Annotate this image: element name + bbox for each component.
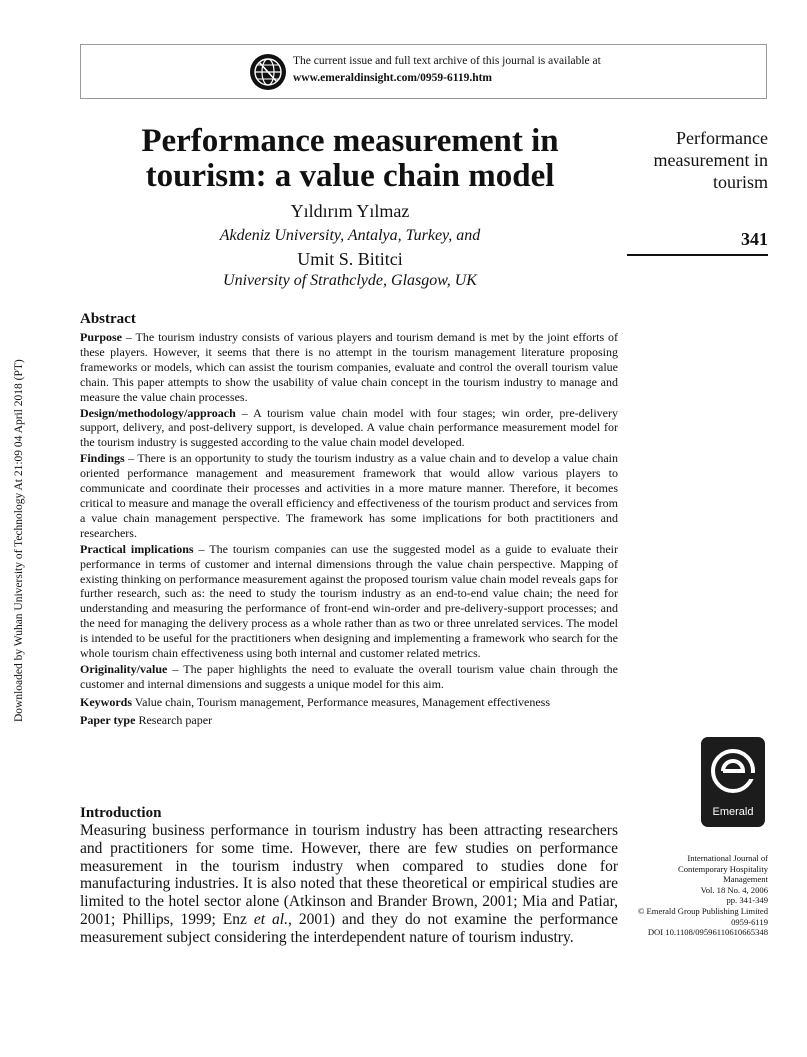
- running-head: [627, 127, 768, 193]
- introduction-paragraph: [80, 822, 618, 947]
- keywords-label: Keywords: [80, 694, 132, 709]
- citation-journal-3: Management: [723, 874, 768, 885]
- abstract-originality: [80, 662, 618, 692]
- abstract-heading: Abstract: [80, 311, 136, 327]
- running-head-rule: [627, 254, 768, 256]
- design-text: – A tourism value chain model with four stages; win order, pre-delivery support, delivery, and post-delivery support, is developed. A value chain performance measurement model for the tourism industry is suggested according to the value chain model developed.: [80, 405, 618, 450]
- intro-text-2: , 2001) and they do not examine the performance measurement subject considering the interdependent nature of tourism industry.: [80, 910, 619, 946]
- abstract-practical: [80, 542, 618, 661]
- intro-text-italic: et al.: [253, 910, 288, 928]
- running-head-line-2: measurement in: [653, 150, 768, 170]
- purpose-label: Purpose: [80, 330, 122, 344]
- emerald-logo: [701, 737, 765, 827]
- abstract-paper-type: [80, 713, 618, 728]
- banner-url-link[interactable]: www.emeraldinsight.com/0959-6119.htm: [293, 72, 493, 84]
- page-number: 341: [741, 229, 768, 249]
- banner-text: The current issue and full text archive of this journal is available at: [293, 55, 601, 67]
- findings-label: Findings: [80, 451, 125, 466]
- abstract-keywords: [80, 695, 618, 710]
- running-head-line-1: Performance: [676, 128, 768, 148]
- design-label: Design/methodology/approach: [80, 405, 236, 420]
- affiliation-1: Akdeniz University, Antalya, Turkey, and: [219, 227, 481, 244]
- citation-journal-1: International Journal of: [687, 853, 768, 863]
- practical-text: – The tourism companies can use the suggested model as a guide to evaluate their performance in terms of customer and internal dimensions through the value chain perspective. Mapping of existing thinking on performance measurement against the proposed tourism value chain model reveals gaps for further research, such as: the need to study the tourism industry as an end-to-end value chain; the need for understanding and measuring the performance of front-end win-order and pre-delivery-support processes; and the need for managing the delivery process as a whole rather than as two or three unrelated services. The model is intended to be useful for the practitioners when designing and implementing a framework who search for the whole tourism chain effectiveness using both internal and customer related metrics.: [80, 541, 618, 661]
- emerald-logo-text: Emerald: [712, 806, 754, 818]
- paper-type-text: Research paper: [135, 712, 213, 727]
- title-line-2: tourism: a value chain model: [145, 158, 555, 194]
- practical-label: Practical implications: [80, 541, 194, 556]
- originality-text: – The paper highlights the need to evaluate the overall tourism value chain through the customer and internal dimensions and suggests a unique model for this aim.: [80, 661, 618, 691]
- author-1: Yıldırım Yılmaz: [290, 201, 410, 221]
- intro-text-1: Measuring business performance in tourism industry has been attracting researchers and practitioners for some time. However, there are few studies on performance measurement in the tourism industry when compared to studies done for manufacturing industries. It is also noted that these theoretical or empirical studies are limited to the hotel sector alone (Atkinson and Brander Brown, 2001; Mia and Patiar, 2001; Phillips, 1999; Enz: [80, 822, 618, 928]
- article-title: [80, 124, 620, 194]
- globe-icon: [249, 53, 287, 91]
- citation-volume: Vol. 18 No. 4, 2006: [700, 884, 768, 895]
- journal-citation: [622, 853, 768, 938]
- abstract-body: [80, 330, 618, 729]
- download-watermark: Downloaded by Wuhan University of Technology At 21:09 04 April 2018 (PT): [13, 359, 25, 722]
- keywords-text: Value chain, Tourism management, Performance measures, Management effectiveness: [132, 694, 551, 709]
- originality-label: Originality/value: [80, 661, 168, 676]
- citation-doi: DOI 10.1108/09596110610665348: [647, 927, 768, 938]
- citation-pages: pp. 341-349: [726, 895, 768, 906]
- citation-copyright: © Emerald Group Publishing Limited: [637, 905, 768, 916]
- abstract-purpose: [80, 330, 618, 405]
- author-2: Umit S. Bititci: [297, 249, 403, 269]
- findings-text: – There is an opportunity to study the tourism industry as a value chain and to develop a value chain oriented performance management and measurement framework that would allow various players to communicate and coordinate their processes and activities in a more mature manner. Therefore, it becomes critical to measure and manage the overall efficiency and effectiveness of the tourism product and services from a value chain management perspective. The framework has some implications for both practitioners and researchers.: [80, 451, 619, 540]
- abstract-design: [80, 406, 618, 451]
- introduction-heading: Introduction: [80, 805, 162, 821]
- title-line-1: Performance measurement in: [141, 123, 559, 159]
- running-head-line-3: tourism: [712, 172, 768, 192]
- journal-archive-banner: [80, 44, 767, 99]
- affiliation-2: University of Strathclyde, Glasgow, UK: [223, 272, 477, 289]
- purpose-text: – The tourism industry consists of various players and tourism demand is met by the joint efforts of these players. However, it seems that there is no attempt in the tourism management literature proposing frameworks or models, which can assist the tourism companies, evaluate and control the overall tourism value chain. This paper attempts to show the usability of value chain concept in the tourism industry to manage and measure the value chain processes.: [80, 330, 618, 404]
- citation-issn: 0959-6119: [731, 916, 768, 927]
- citation-journal-2: Contemporary Hospitality: [678, 863, 768, 874]
- abstract-findings: [80, 451, 618, 540]
- emerald-logo-icon: [701, 737, 765, 807]
- paper-type-label: Paper type: [80, 712, 136, 727]
